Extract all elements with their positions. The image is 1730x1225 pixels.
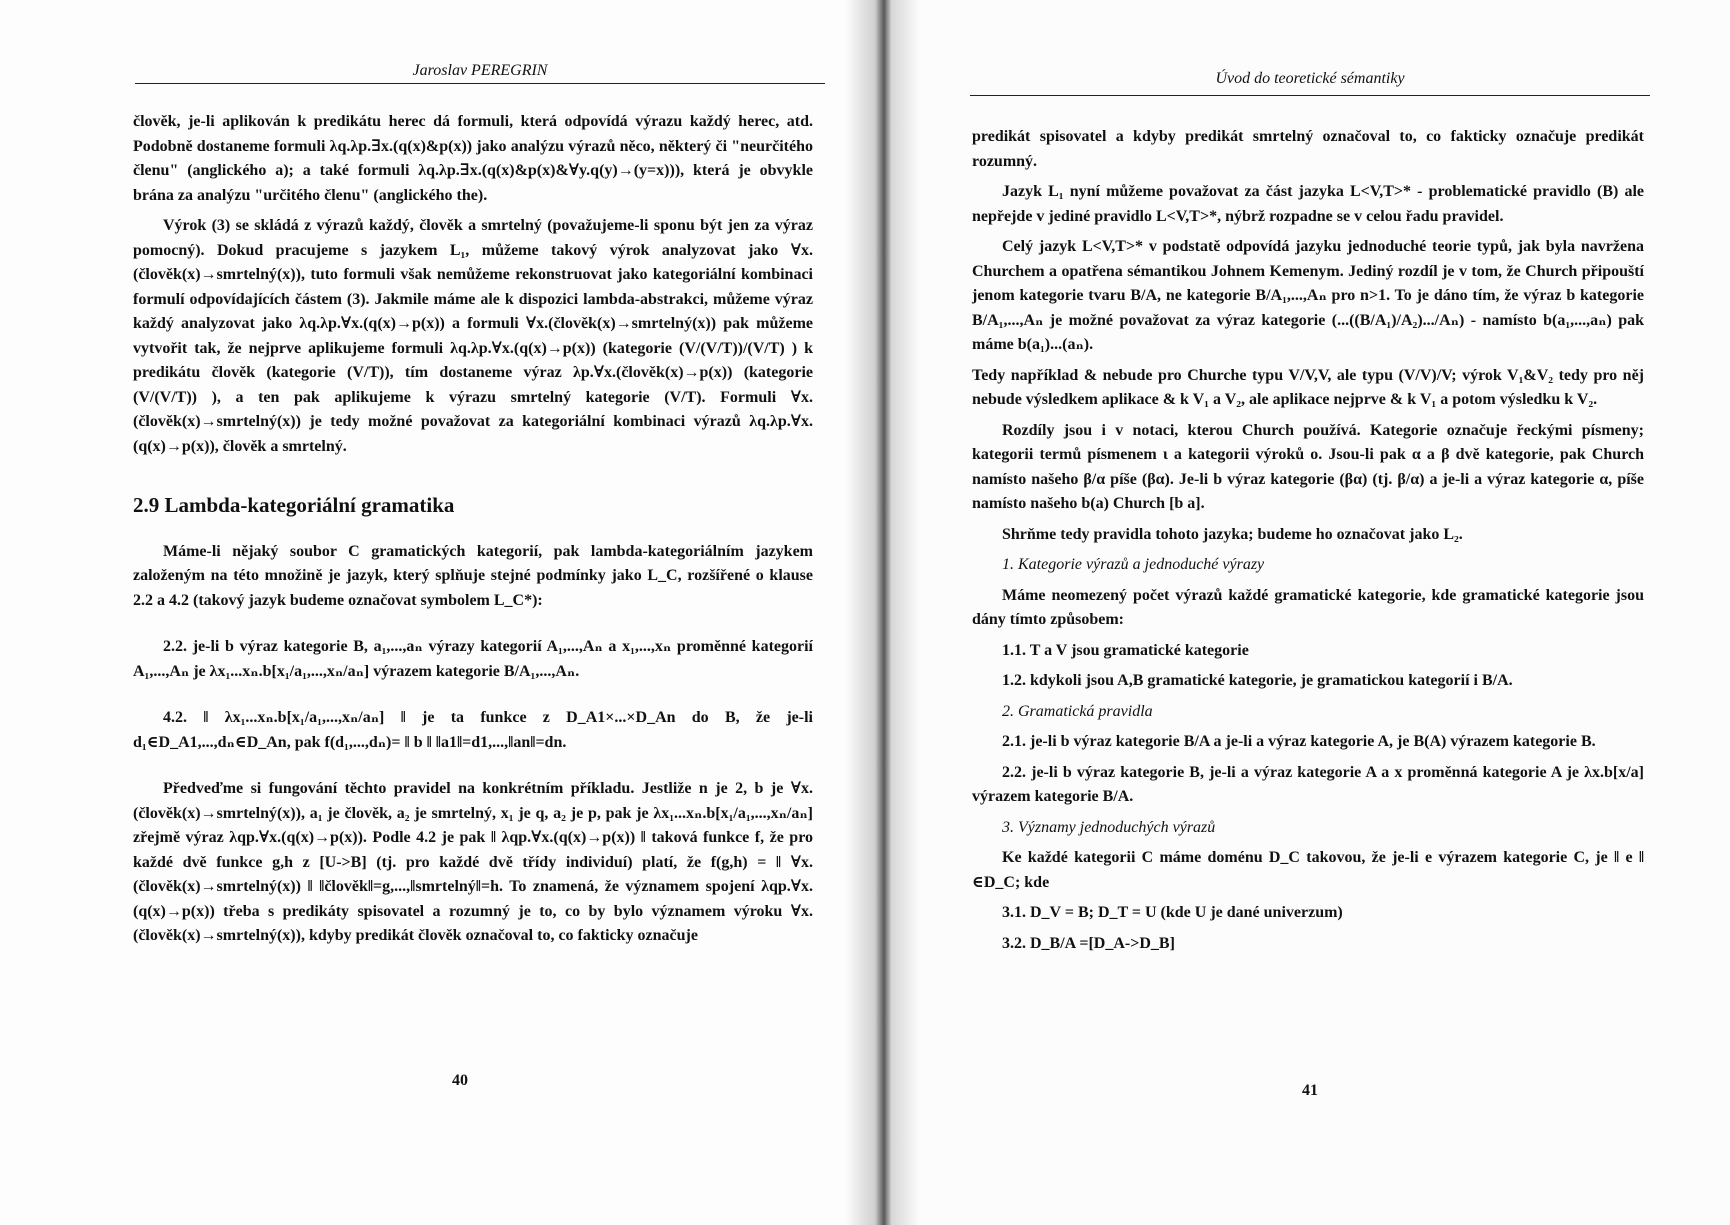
right-running-head: Úvod do teoretické sémantiky [1215, 70, 1405, 87]
meanings-intro: Ke každé kategorii C máme doménu D_C takovou, že je-li e výrazem kategorie C, je ‖ e ‖ ∈D_C; kde [972, 849, 1644, 891]
right-paragraph-6: Shrňme tedy pravidla tohoto jazyka; budeme ho označovat jako L₂. [1002, 525, 1463, 543]
section-paragraph-4: Předveďme si fungování těchto pravidel na konkrétním příkladu. Jestliže n je 2, b je ∀x.(člověk(x)→smrtelný(x)), a₁ je člověk, a₂ je smrtelný, x₁ je q, a₂ je p, pak je λx₁...xₙ.b[x₁/a₁,...,xₙ/aₙ] zřejmě výraz λqp.∀x.(q(x)→p(x)). Podle 4.2 je pak ‖ λqp.∀x.(q(x)→p(x)) ‖ taková funkce f, že pro každé dvě funkce g,h z [U->B] (tj. pro každé dvě třídy individuí) platí, že f(g,h) = ‖ ∀x.(člověk(x)→smrtelný(x)) ‖ ‖člověk‖=g,...,‖smrtelný‖=h. To znamená, že významem spojení λqp.∀x.(q(x)→p(x)) třeba s predikáty spisovatel a rozumný je to, co by bylo významem výroku ∀x.(člověk(x)→smrtelný(x)), kdyby predikát člověk označoval to, co fakticky označuje [133, 780, 813, 944]
rule-2-2: 2.2. je-li b výraz kategorie B, je-li a výraz kategorie A a x proměnná kategorie A je λx.b[x/a] výrazem kategorie B/A. [972, 763, 1644, 805]
section-heading: 2.9 Lambda-kategoriální gramatika [133, 493, 455, 517]
right-paragraph-2: Jazyk L₁ nyní můžeme považovat za část jazyka L<V,T>* - problematické pravidlo (B) ale nepřejde v jediné pravidlo L<V,T>*, nýbrž rozpadne se v celou řadu pravidel. [972, 183, 1644, 225]
rule-1-1: 1.1. T a V jsou gramatické kategorie [1002, 641, 1249, 659]
left-page-number: 40 [452, 1072, 468, 1089]
right-paragraph-3: Celý jazyk L<V,T>* v podstatě odpovídá jazyku jednoduché teorie typů, jak byla navržena Churchem a opatřena sémantikou Johnem Kemenym. Jediný rozdíl je v tom, že Church připouští jenom kategorie tvaru B/A, ne kategorie B/A₁,...,Aₙ pro n>1. To je dáno tím, že výraz b kategorie B/A₁,...,Aₙ je možné považovat za výraz kategorie (...((B/A₁)/A₂).../Aₙ) - namísto b(a₁,...,aₙ) pak máme b(a₁)...(aₙ). [972, 238, 1644, 353]
rule-3-2: 3.2. D_B/A =[D_A->D_B] [1002, 934, 1175, 952]
left-header-rule [135, 83, 825, 84]
section-paragraph-3: 4.2. ‖ λx₁...xₙ.b[x₁/a₁,...,xₙ/aₙ] ‖ je ta funkce z D_A1×...×D_An do B, že je-li d₁∈D_A1,...,dₙ∈D_An, pak f(d₁,...,dₙ)= ‖ b ‖ ‖a1‖=d1,...,‖an‖=dn. [133, 709, 813, 751]
left-running-head: Jaroslav PEREGRIN [412, 62, 548, 79]
left-text-block [133, 110, 813, 955]
right-paragraph-5: Rozdíly jsou i v notaci, kterou Church používá. Kategorie označuje řeckými písmeny; kategorii termů písmenem ι a kategorii výroků o. Jsou-li pak α a β dvě kategorie, pak Church namísto našeho β/α píše (βα). Je-li b výraz kategorie (βα) (tj. β/α) a je-li a výraz kategorie α, píše namísto našeho b(a) Church [b a]. [972, 421, 1644, 512]
section-paragraph-2: 2.2. je-li b výraz kategorie B, a₁,...,aₙ výrazy kategorií A₁,...,Aₙ a x₁,...,xₙ proměnné kategorií A₁,...,Aₙ je λx₁...xₙ.b[x₁/a₁,...,xₙ/aₙ] výrazem kategorie B/A₁,...,Aₙ. [133, 638, 813, 680]
subheading-categories: 1. Kategorie výrazů a jednoduché výrazy [1002, 556, 1265, 573]
rule-3-1: 3.1. D_V = B; D_T = U (kde U je dané univerzum) [1002, 904, 1343, 921]
left-paragraph-1: člověk, je-li aplikován k predikátu herec dá formuli, která odpovídá výrazu každý herec, atd. Podobně dostaneme formuli λq.λp.∃x.(q(x)&p(x)) jako analýzu výrazů něco, některý či "neurčitého členu" (anglického a); a také formuli λq.λp.∃x.(q(x)&p(x)&∀y.q(y)→(y=x))), která je obvykle brána za analýzu "určitého členu" (anglického the). [133, 113, 813, 204]
section-paragraph-1: Máme-li nějaký soubor C gramatických kategorií, pak lambda-kategoriálním jazykem založeným na této množině je jazyk, který splňuje stejné podmínky jako L_C, rozšířené o klause 2.2 a 4.2 (takový jazyk budeme označovat symbolem L_C*): [133, 542, 813, 609]
rule-1-2: 1.2. kdykoli jsou A,B gramatické kategorie, je gramatickou kategorií i B/A. [1002, 672, 1513, 689]
left-paragraph-2: Výrok (3) se skládá z výrazů každý, člověk a smrtelný (považujeme-li sponu být jen za výraz pomocný). Dokud pracujeme s jazykem L₁, můžeme takový výrok analyzovat jako ∀x.(člověk(x)→smrtelný(x)), tuto formuli však nemůžeme rekonstruovat jako kategoriální kombinaci formulí odpovídajících částem (3). Jakmile máme ale k dispozici lambda-abstrakci, můžeme výraz každý analyzovat jako λq.λp.∀x.(q(x)→p(x)) a formuli ∀x.(člověk(x)→smrtelný(x)) pak můžeme vytvořit tak, že nejprve aplikujeme formuli λq.λp.∀x.(q(x)→p(x)) (kategorie (V/(V/T))/(V/T) ) k predikátu člověk (kategorie (V/T)), tím dostaneme výraz λp.∀x.(člověk(x)→p(x)) (kategorie (V/(V/T)) ), a ten pak aplikujeme k výrazu smrtelný kategorie (V/T). Formuli ∀x.(člověk(x)→smrtelný(x)) je tedy možné považovat za kategoriální kombinaci výrazů λq.λp.∀x.(q(x)→p(x)), člověk a smrtelný. [133, 217, 813, 455]
subheading-meanings: 3. Významy jednoduchých výrazů [1002, 818, 1216, 836]
categories-intro: Máme neomezený počet výrazů každé gramatické kategorie, kde gramatické kategorie jsou dány tímto způsobem: [972, 586, 1644, 628]
right-header-rule [970, 95, 1650, 96]
right-paragraph-1: predikát spisovatel a kdyby predikát smrtelný označoval to, co fakticky označuje predikát rozumný. [972, 128, 1644, 170]
right-page [880, 0, 1730, 1225]
subheading-grammar-rules: 2. Gramatická pravidla [1002, 702, 1153, 720]
right-paragraph-4: Tedy například & nebude pro Churche typu V/V,V, ale typu (V/V)/V; výrok V₁&V₂ tedy pro něj nebude výsledkem aplikace & k V₁ a V₂, ale aplikace nejprve & k V₁ a potom výsledku k V₂. [972, 366, 1644, 408]
rule-2-1: 2.1. je-li b výraz kategorie B/A a je-li a výraz kategorie A, je B(A) výrazem kategorie B. [1002, 733, 1596, 750]
book-gutter-shadow [845, 0, 920, 1225]
right-text-block [972, 125, 1644, 962]
right-page-number: 41 [1302, 1082, 1318, 1099]
